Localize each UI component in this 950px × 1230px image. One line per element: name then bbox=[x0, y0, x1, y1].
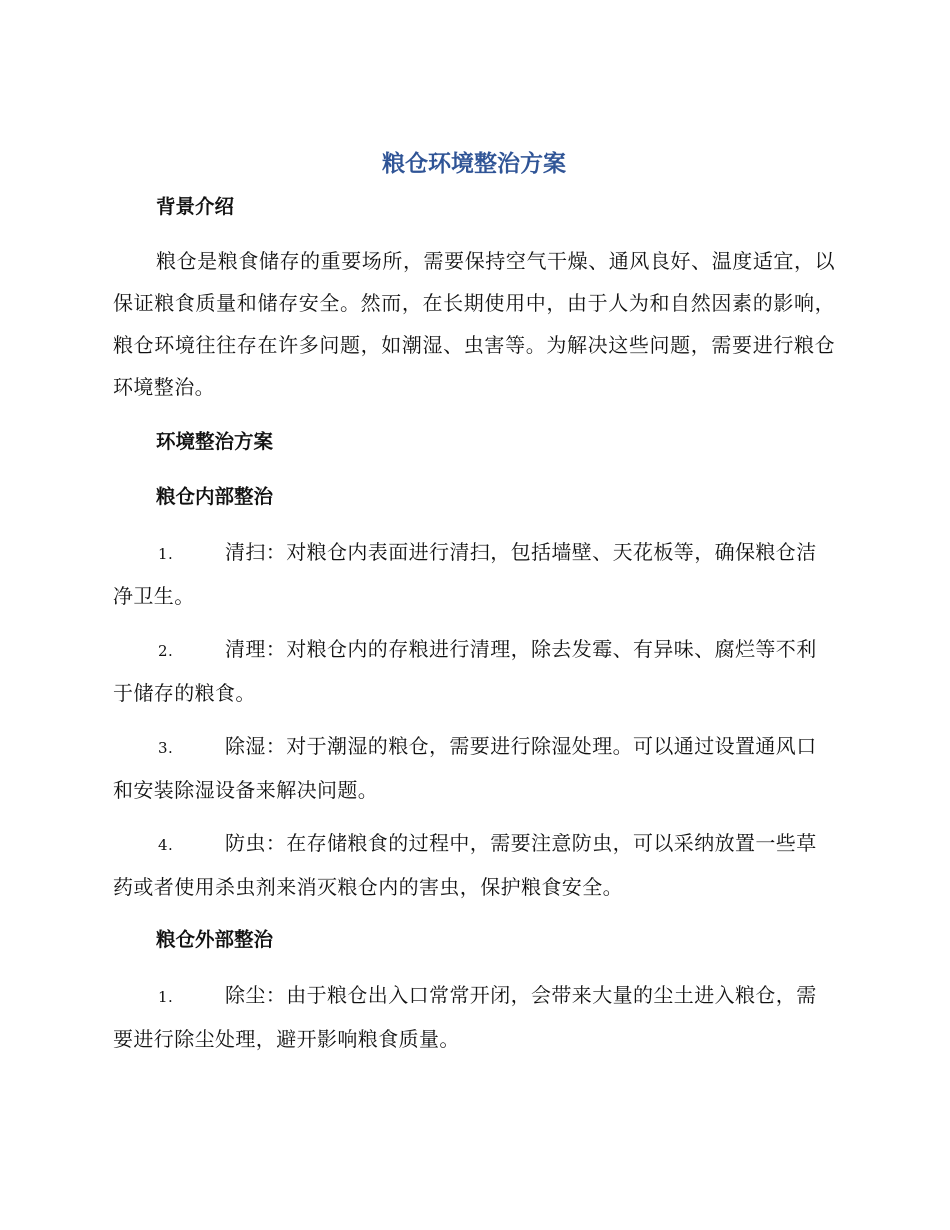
list-item-text: 除尘：由于粮仓出入口常常开闭，会带来大量的尘土进入粮仓，需要进行除尘处理，避开影响粮食质量。 bbox=[113, 983, 817, 1051]
list-item bbox=[113, 725, 835, 811]
document-title: 粮仓环境整治方案 bbox=[382, 151, 566, 177]
background-paragraph: 粮仓是粮食储存的重要场所，需要保持空气干燥、通风良好、温度适宜，以保证粮食质量和储存安全。然而，在长期使用中，由于人为和自然因素的影响，粮仓环境往往存在许多问题，如潮湿、虫害等。为解决这些问题，需要进行粮仓环境整治。 bbox=[113, 249, 835, 399]
list-item-text: 防虫：在存储粮食的过程中，需要注意防虫，可以采纳放置一些草药或者使用杀虫剂来消灭粮仓内的害虫，保护粮食安全。 bbox=[113, 831, 817, 899]
section-heading-external: 粮仓外部整治 bbox=[156, 928, 274, 951]
list-item-number: 1. bbox=[158, 988, 174, 1006]
list-item bbox=[113, 822, 835, 908]
section-heading-internal: 粮仓内部整治 bbox=[156, 485, 274, 508]
list-item-number: 3. bbox=[158, 739, 174, 757]
list-item-text: 除湿：对于潮湿的粮仓，需要进行除湿处理。可以通过设置通风口和安装除湿设备来解决问题。 bbox=[113, 734, 817, 802]
list-item bbox=[113, 974, 835, 1060]
section-heading-background: 背景介绍 bbox=[156, 195, 235, 218]
list-item bbox=[113, 531, 835, 617]
list-item-text: 清理：对粮仓内的存粮进行清理，除去发霉、有异味、腐烂等不利于储存的粮食。 bbox=[113, 637, 817, 705]
list-item-number: 1. bbox=[158, 545, 174, 563]
list-item-text: 清扫：对粮仓内表面进行清扫，包括墙壁、天花板等，确保粮仓洁净卫生。 bbox=[113, 540, 817, 608]
list-item-number: 4. bbox=[158, 836, 174, 854]
list-item-number: 2. bbox=[158, 642, 174, 660]
list-item bbox=[113, 628, 835, 714]
section-heading-plan: 环境整治方案 bbox=[156, 430, 274, 453]
